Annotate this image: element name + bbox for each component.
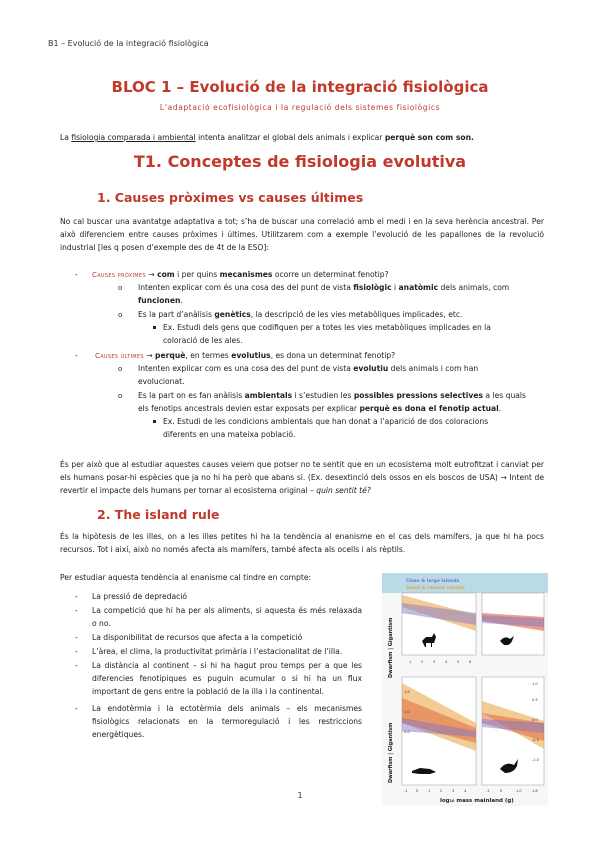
factor-item: L’àrea, el clima, la productivitat primària i l’estacionalitat de l’illa. xyxy=(92,647,343,656)
ultimes-sub2: Es la part on es fan anàlisis ambientals i s’estudien les possibles pressions selectives a les quals xyxy=(138,391,526,400)
list-dash: - xyxy=(75,592,78,601)
panel-reptiles xyxy=(402,677,476,785)
ultimes-example-cont: diferents en una mateixa població. xyxy=(163,430,296,439)
svg-text:1.0: 1.0 xyxy=(404,710,410,714)
circle-bullet-icon: o xyxy=(118,392,123,400)
svg-text:4: 4 xyxy=(445,660,448,664)
list-dash: - xyxy=(75,633,78,642)
svg-text:-1.0: -1.0 xyxy=(532,758,539,762)
running-head: B1 – Evolució de la integració fisiològica xyxy=(48,39,209,48)
page-title: BLOC 1 – Evolució de la integració fisiològica xyxy=(111,78,489,96)
island-rule-paragraph: És la hipòtesis de les illes, on a les illes petites hi ha la tendència al enanisme en el cas dels mamífers, ja que hi ha pocs recursos. Tot i així, això no només afecta als mamífers, també afecta als ocells i als rèptils. xyxy=(60,532,544,554)
svg-text:-1: -1 xyxy=(486,789,490,793)
svg-text:1: 1 xyxy=(428,789,431,793)
factor-item: La distància al continent – si hi ha hagut prou temps per a que les diferencies fenotípiques es puguin acumular o si hi ha un flux important de gens entre la població de la illa i la continental. xyxy=(92,661,362,696)
svg-text:3: 3 xyxy=(433,660,436,664)
ultimes-example: Ex. Estudi de les condicions ambientals que han donat a l’aparició de dos coloracions xyxy=(163,417,489,426)
proximes-sub2: Es la part d’anàlisis genètics, la descripció de les vies metabòliques implicades, etc. xyxy=(138,310,463,319)
proximes-sub1: Intenten explicar com és una cosa des del punt de vista fisiològic i anatòmic dels animals, com xyxy=(138,283,510,292)
panel-birds xyxy=(482,593,544,655)
section1-paragraph: No cal buscar una avantatge adaptativa a tot; s’ha de buscar una correlació amb el medi i en la seva herència ancestral. Per això diferenciem entre causes pròximes i últimes. Utilitzarem com a exemple l’evolució de les papallones de la revolució industrial [les q posen d’exemple des de 4t de la ESO]: xyxy=(60,217,544,252)
svg-text:1.5: 1.5 xyxy=(404,690,410,694)
list-dash: - xyxy=(75,270,78,279)
proximes-item: Causes pròximes → com i per quins mecanismes ocorre un determinat fenotip? xyxy=(92,270,389,279)
y-axis-label-top: Dwarfism | Gigantism xyxy=(388,617,394,678)
list-dash: - xyxy=(75,647,78,656)
svg-text:-0.5: -0.5 xyxy=(532,738,539,742)
svg-text:0: 0 xyxy=(416,789,419,793)
svg-text:1.0: 1.0 xyxy=(532,682,538,686)
panel-amphibians xyxy=(482,677,544,785)
svg-text:-1: -1 xyxy=(404,789,408,793)
ultimes-item: Causes últimes → perquè, en termes evolutius, es dona un determinat fenotip? xyxy=(95,351,396,360)
proximes-example: Ex. Estudi dels gens que codifiquen per a totes les vies metabòliques implicades en la xyxy=(163,323,491,332)
list-dash: - xyxy=(75,661,78,670)
y-axis-label-bottom: Dwarfism | Gigantism xyxy=(388,722,394,783)
svg-text:1.6: 1.6 xyxy=(532,789,538,793)
svg-text:6: 6 xyxy=(469,660,472,664)
circle-bullet-icon: o xyxy=(118,284,123,292)
factor-item: La pressió de depredació xyxy=(92,592,188,601)
svg-text:1: 1 xyxy=(409,660,412,664)
intro-paragraph: La fisiologia comparada i ambiental intenta analitzar el global dels animals i explicar perquè son com son. xyxy=(60,133,474,142)
svg-text:0.0: 0.0 xyxy=(404,730,410,734)
x-axis-label: log₁₀ mass mainland (g) xyxy=(440,798,514,804)
ultimes-sub2-cont: els fenotips ancestrals devien estar exposats per explicar perquè es dona el fenotip actual. xyxy=(138,404,502,413)
proximes-example-cont: coloració de les ales. xyxy=(163,336,243,345)
svg-text:2: 2 xyxy=(421,660,424,664)
t1-heading: T1. Conceptes de fisiologia evolutiva xyxy=(133,152,467,171)
section1-closing: És per això que al estudiar aquestes causes veiem que potser no te sentit que en un ecosistema molt eutrofitzat i canviat per els humans posar-hi espècies que ja no hi ha però que abans si. (Ex. desextinció dels ossos en els boscos de USA) → Intent de revertir el impacte dels humans per tornar al ecosistema original – quin sentit té? xyxy=(60,460,544,495)
factor-item: La disponibilitat de recursos que afecta a la competició xyxy=(92,633,303,642)
proximes-sub1-cont: funcionen. xyxy=(138,296,183,305)
factor-item: La competició que hi ha per als aliments, si aquesta és més relaxada o no. xyxy=(92,606,362,628)
svg-text:1.0: 1.0 xyxy=(516,789,522,793)
svg-text:2: 2 xyxy=(440,789,443,793)
section1-heading: 1. Causes pròximes vs causes últimes xyxy=(97,190,364,205)
per-estudiar-text: Per estudiar aquesta tendència al enanisme cal tindre en compte: xyxy=(60,573,312,582)
section2-heading: 2. The island rule xyxy=(97,507,220,522)
figure-graphic xyxy=(382,573,548,806)
svg-text:4: 4 xyxy=(464,789,467,793)
circle-bullet-icon: o xyxy=(118,311,123,319)
svg-text:5: 5 xyxy=(457,660,460,664)
factor-item: La endotèrmia i la ectotèrmia dels animals – els mecanismes fisiològics relacionats en la termoregulació i les restriccions energètiques. xyxy=(92,704,362,739)
legend-close-large: Close & large islands xyxy=(406,579,460,584)
svg-text:0.0: 0.0 xyxy=(532,718,538,722)
circle-bullet-icon: o xyxy=(118,365,123,373)
panel-mammals xyxy=(402,593,476,664)
island-rule-figure xyxy=(382,573,548,806)
list-dash: - xyxy=(75,606,78,615)
svg-text:0.5: 0.5 xyxy=(532,698,538,702)
legend-small-remote: Small & remote islands xyxy=(406,586,465,591)
page-subtitle: L’adaptació ecofisiològica i la regulació dels sistemes fisiològics xyxy=(159,103,441,112)
svg-text:0: 0 xyxy=(500,789,503,793)
page-number: 1 xyxy=(297,791,303,800)
list-dash: - xyxy=(75,351,78,360)
underlined-term: fisiologia comparada i ambiental xyxy=(71,133,196,142)
ultimes-sub1: Intenten explicar com es una cosa des del punt de vista evolutiu dels animals i com han xyxy=(138,364,479,373)
svg-text:3: 3 xyxy=(452,789,455,793)
ultimes-sub1-cont: evolucionat. xyxy=(138,377,185,386)
list-dash: - xyxy=(75,704,78,713)
